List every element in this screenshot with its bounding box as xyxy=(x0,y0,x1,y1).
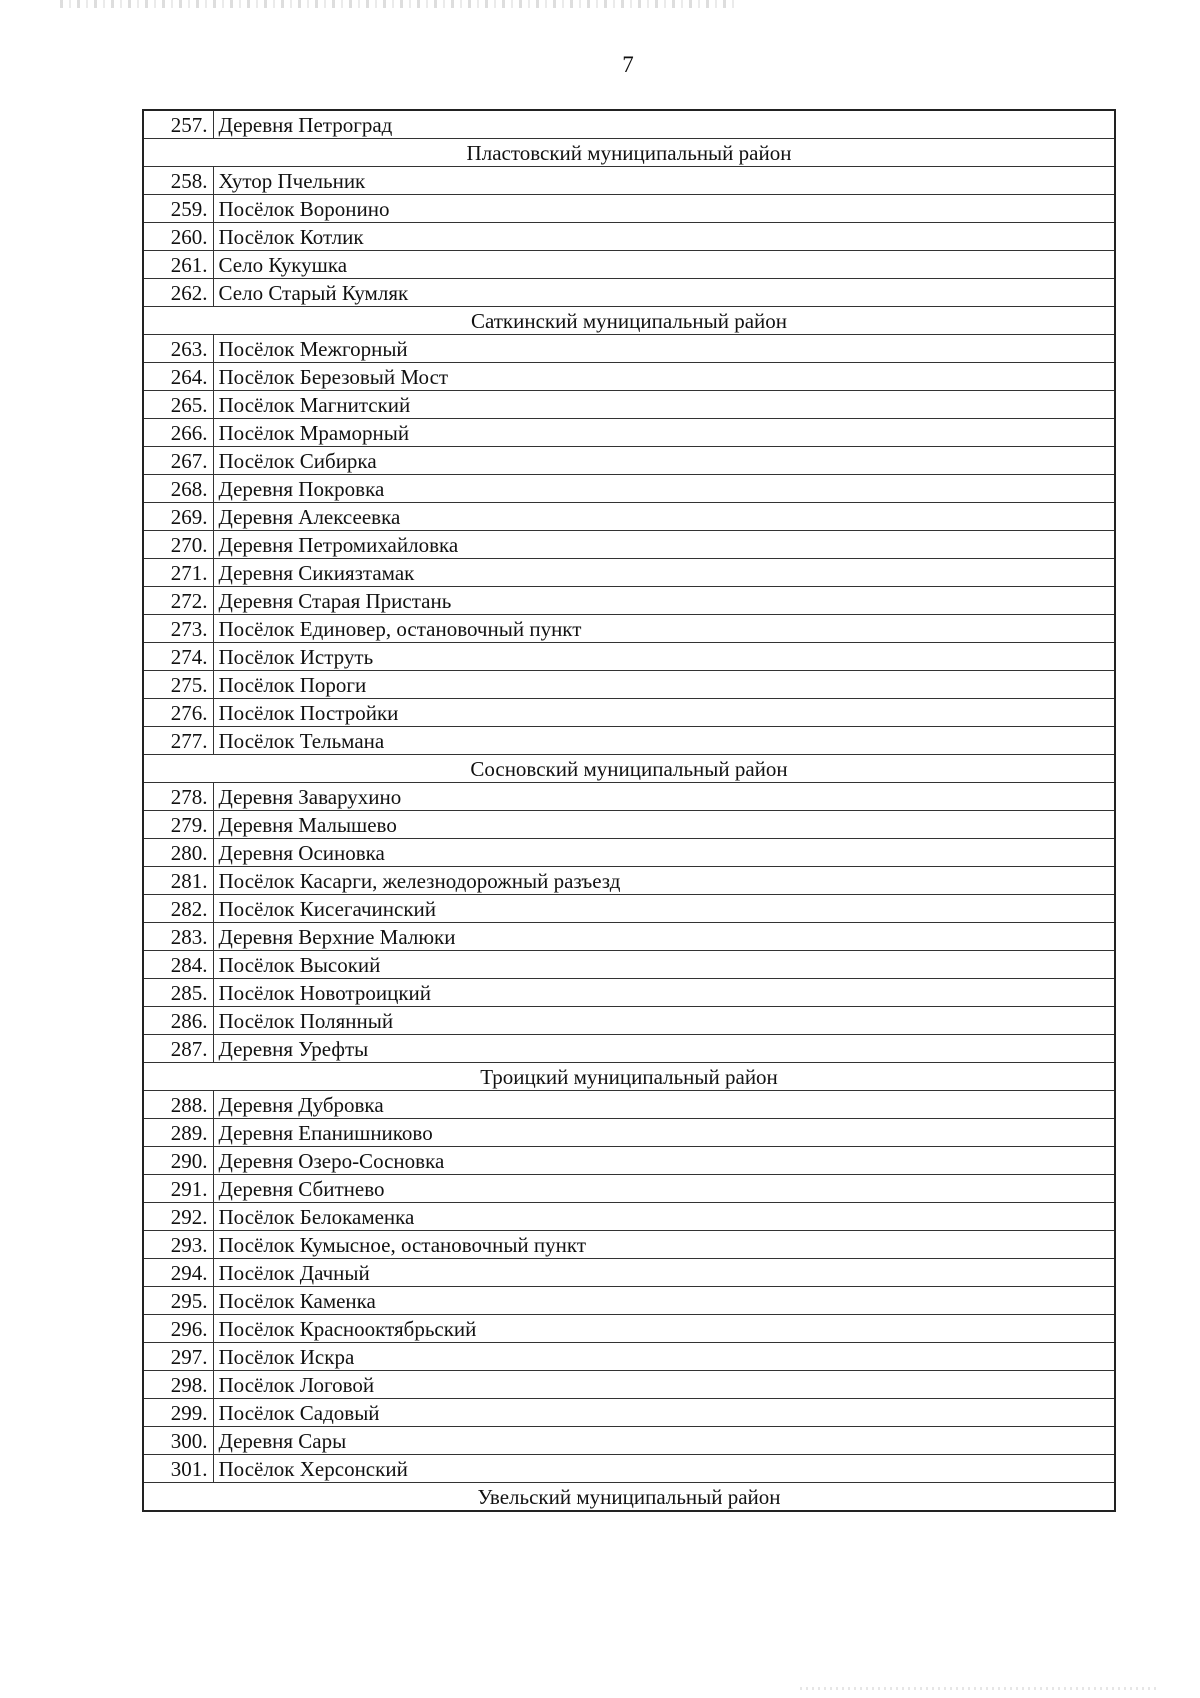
table-row xyxy=(143,447,1115,475)
row-number: 300. xyxy=(143,1427,213,1455)
district-title: Увельский муниципальный район xyxy=(143,1483,1115,1512)
settlement-name: Деревня Епанишниково xyxy=(213,1119,1115,1147)
settlement-name: Посёлок Тельмана xyxy=(213,727,1115,755)
settlement-name: Село Старый Кумляк xyxy=(213,279,1115,307)
row-number: 280. xyxy=(143,839,213,867)
settlement-name: Деревня Осиновка xyxy=(213,839,1115,867)
table-row xyxy=(143,671,1115,699)
row-number: 299. xyxy=(143,1399,213,1427)
row-number: 268. xyxy=(143,475,213,503)
row-number: 286. xyxy=(143,1007,213,1035)
row-number: 258. xyxy=(143,167,213,195)
table-row xyxy=(143,1091,1115,1119)
settlement-name: Посёлок Котлик xyxy=(213,223,1115,251)
settlement-name: Посёлок Краснооктябрьский xyxy=(213,1315,1115,1343)
table-row xyxy=(143,1147,1115,1175)
row-number: 293. xyxy=(143,1231,213,1259)
table-row xyxy=(143,391,1115,419)
district-header-row xyxy=(143,755,1115,783)
table-row xyxy=(143,587,1115,615)
table-row xyxy=(143,951,1115,979)
row-number: 261. xyxy=(143,251,213,279)
table-row xyxy=(143,867,1115,895)
settlement-name: Деревня Петромихайловка xyxy=(213,531,1115,559)
row-number: 264. xyxy=(143,363,213,391)
settlement-name: Посёлок Высокий xyxy=(213,951,1115,979)
table-row xyxy=(143,1343,1115,1371)
settlement-name: Посёлок Новотроицкий xyxy=(213,979,1115,1007)
table-row xyxy=(143,1203,1115,1231)
table-row xyxy=(143,727,1115,755)
table-row xyxy=(143,167,1115,195)
row-number: 285. xyxy=(143,979,213,1007)
row-number: 273. xyxy=(143,615,213,643)
settlement-name: Посёлок Березовый Мост xyxy=(213,363,1115,391)
row-number: 257. xyxy=(143,110,213,139)
district-header-row xyxy=(143,307,1115,335)
row-number: 283. xyxy=(143,923,213,951)
row-number: 263. xyxy=(143,335,213,363)
settlement-name: Посёлок Херсонский xyxy=(213,1455,1115,1483)
table-row xyxy=(143,475,1115,503)
row-number: 262. xyxy=(143,279,213,307)
row-number: 267. xyxy=(143,447,213,475)
settlement-name: Деревня Малышево xyxy=(213,811,1115,839)
row-number: 277. xyxy=(143,727,213,755)
row-number: 296. xyxy=(143,1315,213,1343)
row-number: 265. xyxy=(143,391,213,419)
settlement-name: Хутор Пчельник xyxy=(213,167,1115,195)
settlement-name: Деревня Петроград xyxy=(213,110,1115,139)
settlement-name: Посёлок Пороги xyxy=(213,671,1115,699)
settlement-name: Деревня Урефты xyxy=(213,1035,1115,1063)
row-number: 271. xyxy=(143,559,213,587)
settlement-name: Село Кукушка xyxy=(213,251,1115,279)
settlement-name: Посёлок Искра xyxy=(213,1343,1115,1371)
table-row xyxy=(143,195,1115,223)
row-number: 295. xyxy=(143,1287,213,1315)
settlement-name: Деревня Заварухино xyxy=(213,783,1115,811)
settlement-name: Посёлок Воронино xyxy=(213,195,1115,223)
district-header-row xyxy=(143,139,1115,167)
district-header-row xyxy=(143,1483,1115,1512)
settlement-name: Посёлок Полянный xyxy=(213,1007,1115,1035)
row-number: 281. xyxy=(143,867,213,895)
settlement-name: Посёлок Кисегачинский xyxy=(213,895,1115,923)
row-number: 282. xyxy=(143,895,213,923)
row-number: 270. xyxy=(143,531,213,559)
table-row xyxy=(143,531,1115,559)
settlement-name: Посёлок Касарги, железнодорожный разъезд xyxy=(213,867,1115,895)
settlement-name: Деревня Сары xyxy=(213,1427,1115,1455)
row-number: 294. xyxy=(143,1259,213,1287)
settlement-name: Деревня Сбитнево xyxy=(213,1175,1115,1203)
row-number: 260. xyxy=(143,223,213,251)
settlement-name: Посёлок Дачный xyxy=(213,1259,1115,1287)
table-row xyxy=(143,1259,1115,1287)
settlements-table-body xyxy=(143,110,1115,1511)
table-row xyxy=(143,223,1115,251)
row-number: 290. xyxy=(143,1147,213,1175)
table-row xyxy=(143,643,1115,671)
row-number: 292. xyxy=(143,1203,213,1231)
settlement-name: Посёлок Логовой xyxy=(213,1371,1115,1399)
settlement-name: Посёлок Единовер, остановочный пункт xyxy=(213,615,1115,643)
table-row xyxy=(143,1007,1115,1035)
scan-artifact-bottom xyxy=(800,1687,1160,1690)
row-number: 275. xyxy=(143,671,213,699)
table-row xyxy=(143,1315,1115,1343)
scan-artifact-top xyxy=(60,0,740,8)
settlement-name: Посёлок Садовый xyxy=(213,1399,1115,1427)
settlements-table xyxy=(142,109,1116,1512)
table-row xyxy=(143,1119,1115,1147)
row-number: 284. xyxy=(143,951,213,979)
table-row xyxy=(143,1231,1115,1259)
settlement-name: Деревня Дубровка xyxy=(213,1091,1115,1119)
table-row xyxy=(143,559,1115,587)
settlement-name: Деревня Покровка xyxy=(213,475,1115,503)
row-number: 287. xyxy=(143,1035,213,1063)
district-title: Саткинский муниципальный район xyxy=(143,307,1115,335)
table-row xyxy=(143,1175,1115,1203)
settlement-name: Деревня Сикиязтамак xyxy=(213,559,1115,587)
settlement-name: Деревня Алексеевка xyxy=(213,503,1115,531)
settlement-name: Деревня Верхние Малюки xyxy=(213,923,1115,951)
table-row xyxy=(143,1427,1115,1455)
table-row xyxy=(143,279,1115,307)
table-row xyxy=(143,615,1115,643)
row-number: 276. xyxy=(143,699,213,727)
table-row xyxy=(143,1455,1115,1483)
table-row xyxy=(143,1287,1115,1315)
table-row xyxy=(143,839,1115,867)
table-row xyxy=(143,1371,1115,1399)
row-number: 272. xyxy=(143,587,213,615)
settlement-name: Посёлок Межгорный xyxy=(213,335,1115,363)
settlement-name: Посёлок Мраморный xyxy=(213,419,1115,447)
row-number: 279. xyxy=(143,811,213,839)
row-number: 278. xyxy=(143,783,213,811)
settlement-name: Деревня Старая Пристань xyxy=(213,587,1115,615)
row-number: 301. xyxy=(143,1455,213,1483)
settlement-name: Деревня Озеро-Сосновка xyxy=(213,1147,1115,1175)
district-title: Троицкий муниципальный район xyxy=(143,1063,1115,1091)
district-header-row xyxy=(143,1063,1115,1091)
table-row xyxy=(143,503,1115,531)
row-number: 274. xyxy=(143,643,213,671)
district-title: Пластовский муниципальный район xyxy=(143,139,1115,167)
table-row xyxy=(143,335,1115,363)
settlement-name: Посёлок Кумысное, остановочный пункт xyxy=(213,1231,1115,1259)
settlement-name: Посёлок Каменка xyxy=(213,1287,1115,1315)
page-number: 7 xyxy=(622,52,634,77)
row-number: 288. xyxy=(143,1091,213,1119)
table-row xyxy=(143,251,1115,279)
table-row xyxy=(143,363,1115,391)
table-row xyxy=(143,699,1115,727)
row-number: 291. xyxy=(143,1175,213,1203)
settlement-name: Посёлок Сибирка xyxy=(213,447,1115,475)
settlement-name: Посёлок Белокаменка xyxy=(213,1203,1115,1231)
table-row xyxy=(143,979,1115,1007)
settlement-name: Посёлок Магнитский xyxy=(213,391,1115,419)
row-number: 289. xyxy=(143,1119,213,1147)
table-row xyxy=(143,110,1115,139)
row-number: 269. xyxy=(143,503,213,531)
table-row xyxy=(143,811,1115,839)
table-row xyxy=(143,419,1115,447)
table-row xyxy=(143,1399,1115,1427)
table-row xyxy=(143,1035,1115,1063)
table-row xyxy=(143,895,1115,923)
table-row xyxy=(143,783,1115,811)
row-number: 266. xyxy=(143,419,213,447)
table-row xyxy=(143,923,1115,951)
row-number: 298. xyxy=(143,1371,213,1399)
settlement-name: Посёлок Иструть xyxy=(213,643,1115,671)
district-title: Сосновский муниципальный район xyxy=(143,755,1115,783)
row-number: 297. xyxy=(143,1343,213,1371)
settlement-name: Посёлок Постройки xyxy=(213,699,1115,727)
row-number: 259. xyxy=(143,195,213,223)
